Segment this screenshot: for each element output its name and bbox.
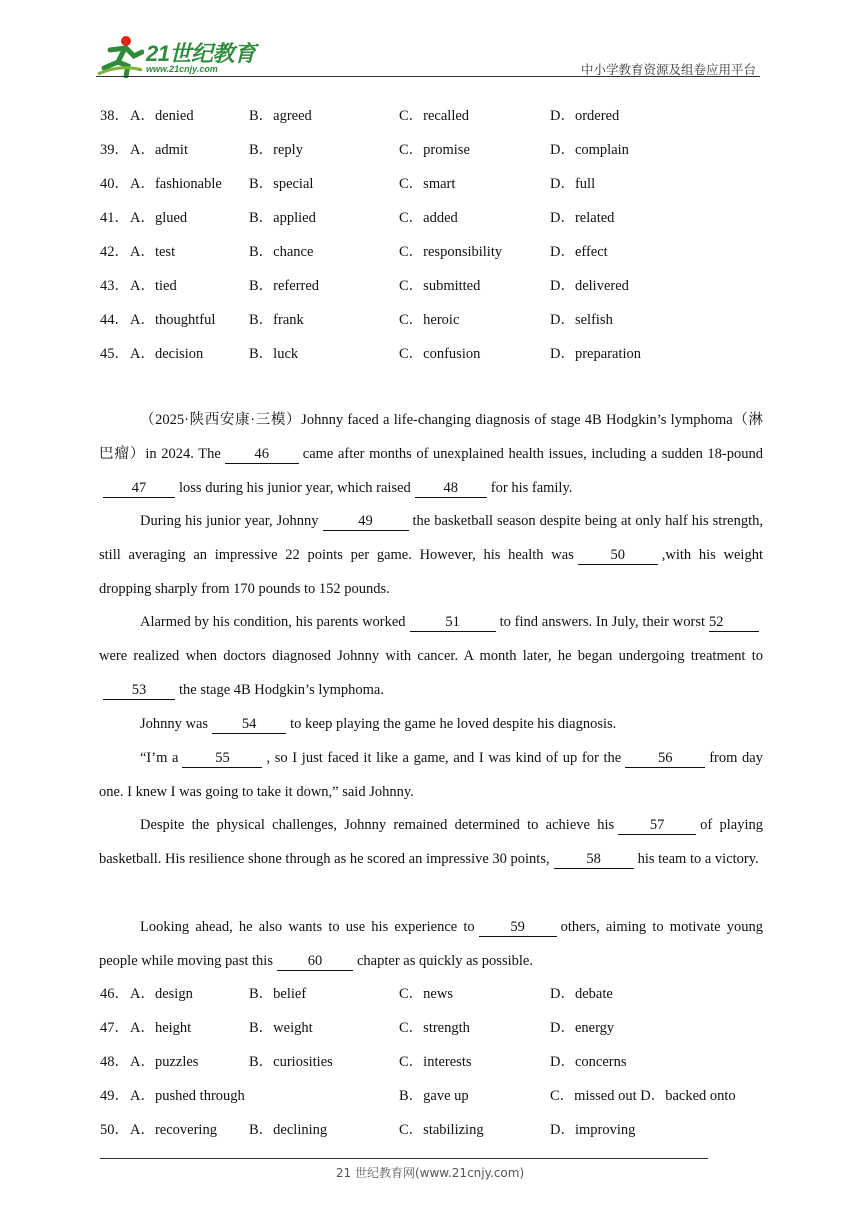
passage-paragraph: “I’m a 55 , so I just faced it like a game, and I was kind of up for the 56 from day one. I knew I was going to take it down,” said Johnny. (99, 750, 763, 800)
option-b: B．declining (249, 1122, 328, 1138)
option-d: D．preparation (550, 346, 641, 362)
header-divider (96, 76, 760, 77)
option-d: D．full (550, 176, 596, 192)
blank: 46 (225, 445, 299, 464)
blank: 59 (479, 918, 557, 937)
blank: 56 (625, 749, 705, 768)
option-c: C．strength (399, 1020, 470, 1036)
option-c: C．stabilizing (399, 1122, 484, 1138)
option-c: C．heroic (399, 312, 460, 328)
blank: 57 (618, 816, 696, 835)
option-b: B．luck (249, 346, 299, 362)
option-b: B．frank (249, 312, 304, 328)
option-b: B．belief (249, 986, 307, 1002)
passage-paragraph: Despite the physical challenges, Johnny remained determined to achieve his 57 of playing basketball. His resilience shone through as he scored an impressive 30 points, 58 his team to a victory. (99, 817, 763, 867)
runner-icon (96, 34, 144, 78)
passage-paragraph: Looking ahead, he also wants to use his experience to 59 others, aiming to motivate young people while moving past this 60 chapter as quickly as possible. (99, 919, 763, 969)
blank: 50 (578, 546, 658, 565)
option-d: D．improving (550, 1122, 636, 1138)
blank: 49 (323, 512, 409, 531)
option-b: B．gave up (399, 1088, 469, 1104)
blank: 48 (415, 479, 487, 498)
option-b: B．weight (249, 1020, 313, 1036)
option-c: C．submitted (399, 278, 481, 294)
blank: 55 (182, 749, 262, 768)
option-d: D．delivered (550, 278, 629, 294)
option-c: C．smart (399, 176, 456, 192)
passage-paragraph: Johnny was 54 to keep playing the game he loved despite his diagnosis. (140, 716, 617, 732)
passage-paragraph: Alarmed by his condition, his parents worked 51 to find answers. In July, their worst 52were realized when doctors diagnosed Johnny with cancer. A month later, he began undergoing treatment to53 the stage 4B Hodgkin’s lymphoma. (99, 614, 763, 698)
option-c: C．added (399, 210, 458, 226)
footer-text: 21 世纪教育网(www.21cnjy.com) (335, 1166, 525, 1180)
option-b: B．curiosities (249, 1054, 333, 1070)
header-platform-text: 中小学教育资源及组卷应用平台 (580, 62, 756, 77)
option-d: D．ordered (550, 108, 620, 124)
site-logo (96, 34, 266, 78)
option-c-d: C．missed out D．backed onto (550, 1088, 736, 1104)
option-b: B．reply (249, 142, 303, 158)
passage-paragraph: During his junior year, Johnny 49 the basketball season despite being at only half his strength, still averaging an impressive 22 points per game. However, his health was 50 ,with his weight dropping sharply from 170 pounds to 152 pounds. (99, 513, 763, 597)
option-b: B．special (249, 176, 314, 192)
option-d: D．related (550, 210, 615, 226)
blank: 60 (277, 952, 353, 971)
option-c: C．interests (399, 1054, 472, 1070)
blank: 52 (709, 613, 759, 632)
option-c: C．news (399, 986, 453, 1002)
blank: 54 (212, 715, 286, 734)
logo-url: www.21cnjy.com (146, 64, 218, 74)
option-d: D．complain (550, 142, 629, 158)
option-d: D．effect (550, 244, 608, 260)
passage-paragraph: （2025·陕西安康·三模）Johnny faced a life-changing diagnosis of stage 4B Hodgkin’s lymphoma（淋巴瘤）in 2024. The 46 came after months of unexplained health issues, including a sudden 18-pound47 loss during his junior year, which raised 48 for his family. (99, 412, 763, 496)
option-c: C．responsibility (399, 244, 503, 260)
blank: 53 (103, 681, 175, 700)
option-d: D．debate (550, 986, 613, 1002)
logo-text: 21世纪教育 (146, 41, 256, 66)
option-d: D．energy (550, 1020, 615, 1036)
blank: 51 (410, 613, 496, 632)
footer-divider (100, 1158, 708, 1159)
option-c: C．promise (399, 142, 470, 158)
blank: 47 (103, 479, 175, 498)
option-d: D．selfish (550, 312, 613, 328)
option-c: C．recalled (399, 108, 470, 124)
option-d: D．concerns (550, 1054, 627, 1070)
option-b: B．chance (249, 244, 314, 260)
option-b: B．agreed (249, 108, 312, 124)
blank: 58 (554, 850, 634, 869)
page-header (96, 34, 760, 78)
option-b: B．applied (249, 210, 316, 226)
option-c: C．confusion (399, 346, 481, 362)
option-b: B．referred (249, 278, 320, 294)
